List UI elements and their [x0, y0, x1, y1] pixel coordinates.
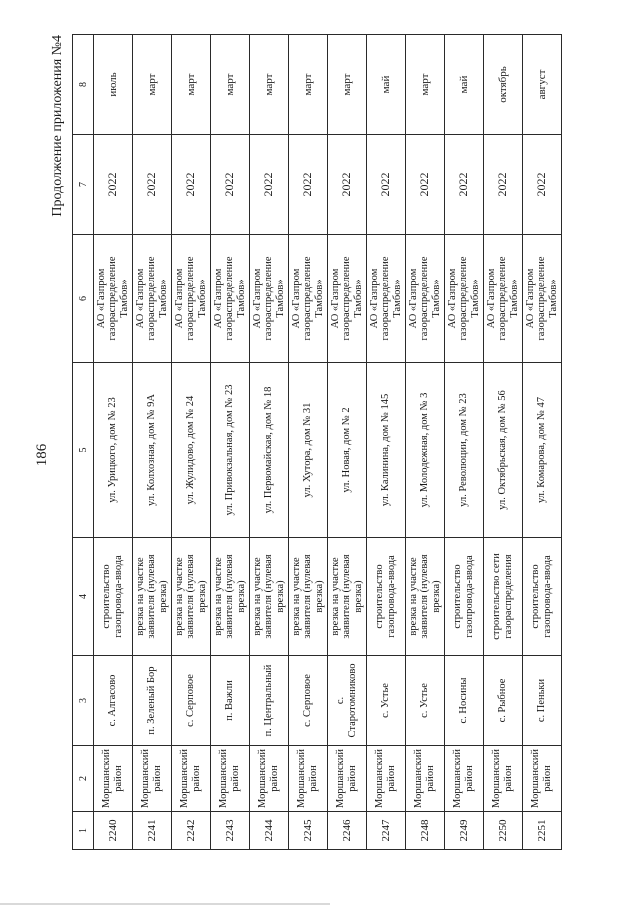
- district-name: Моршанский район: [328, 746, 367, 812]
- address: ул. Новая, дом № 2: [328, 363, 367, 538]
- address: ул. Привокзальная, дом № 23: [211, 363, 250, 538]
- work-type: врезка на участке заявителя (нулевая врезка): [172, 538, 211, 656]
- work-type: врезка на участке заявителя (нулевая врезка): [289, 538, 328, 656]
- month: октябрь: [484, 35, 523, 135]
- organization: АО «Газпром газораспределение Тамбов»: [211, 235, 250, 363]
- row-number: 2245: [289, 812, 328, 850]
- address: ул. Молодежная, дом № 3: [406, 363, 445, 538]
- table-row: [523, 35, 562, 850]
- year: 2022: [133, 135, 172, 235]
- address: ул. Калинина, дом № 145: [367, 363, 406, 538]
- table-row: [94, 35, 133, 850]
- settlement-name: с. Рыбное: [484, 656, 523, 746]
- row-number: 2248: [406, 812, 445, 850]
- work-type: врезка на участке заявителя (нулевая врезка): [133, 538, 172, 656]
- settlement-name: с. Устье: [406, 656, 445, 746]
- year: 2022: [367, 135, 406, 235]
- organization: АО «Газпром газораспределение Тамбов»: [289, 235, 328, 363]
- organization: АО «Газпром газораспределение Тамбов»: [484, 235, 523, 363]
- table-row: [484, 35, 523, 850]
- settlement-name: с. Серповое: [172, 656, 211, 746]
- settlement-name: с. Носины: [445, 656, 484, 746]
- month: март: [211, 35, 250, 135]
- district-name: Моршанский район: [289, 746, 328, 812]
- district-name: Моршанский район: [94, 746, 133, 812]
- month: июль: [94, 35, 133, 135]
- settlement-name: п. Центральный: [250, 656, 289, 746]
- month: март: [328, 35, 367, 135]
- address: ул. Хутора, дом № 31: [289, 363, 328, 538]
- address: ул. Октябрьская, дом № 56: [484, 363, 523, 538]
- year: 2022: [250, 135, 289, 235]
- month: март: [172, 35, 211, 135]
- table-row: [289, 35, 328, 850]
- month: август: [523, 35, 562, 135]
- year: 2022: [289, 135, 328, 235]
- column-number: 2: [73, 746, 94, 812]
- district-name: Моршанский район: [211, 746, 250, 812]
- row-number: 2249: [445, 812, 484, 850]
- organization: АО «Газпром газораспределение Тамбов»: [406, 235, 445, 363]
- address: ул. Жулидово, дом № 24: [172, 363, 211, 538]
- column-number: 1: [73, 812, 94, 850]
- table-body: [73, 35, 562, 850]
- organization: АО «Газпром газораспределение Тамбов»: [94, 235, 133, 363]
- table-row: [211, 35, 250, 850]
- year: 2022: [94, 135, 133, 235]
- work-type: строительство газопровода-ввода: [445, 538, 484, 656]
- month: май: [445, 35, 484, 135]
- settlement-name: п. Зеленый Бор: [133, 656, 172, 746]
- work-type: строительство газопровода-ввода: [94, 538, 133, 656]
- column-number: 5: [73, 363, 94, 538]
- work-type: врезка на участке заявителя (нулевая врезка): [328, 538, 367, 656]
- row-number: 2246: [328, 812, 367, 850]
- address: ул. Революции, дом № 23: [445, 363, 484, 538]
- organization: АО «Газпром газораспределение Тамбов»: [445, 235, 484, 363]
- row-number: 2247: [367, 812, 406, 850]
- month: март: [289, 35, 328, 135]
- year: 2022: [445, 135, 484, 235]
- table-row: [133, 35, 172, 850]
- address: ул. Урицкого, дом № 23: [94, 363, 133, 538]
- organization: АО «Газпром газораспределение Тамбов»: [133, 235, 172, 363]
- settlement-name: с. Алгасово: [94, 656, 133, 746]
- organization: АО «Газпром газораспределение Тамбов»: [328, 235, 367, 363]
- column-number: 6: [73, 235, 94, 363]
- column-number-row: [73, 35, 94, 850]
- district-name: Моршанский район: [172, 746, 211, 812]
- year: 2022: [211, 135, 250, 235]
- organization: АО «Газпром газораспределение Тамбов»: [172, 235, 211, 363]
- district-name: Моршанский район: [406, 746, 445, 812]
- row-number: 2250: [484, 812, 523, 850]
- work-type: строительство газопровода-ввода: [523, 538, 562, 656]
- row-number: 2240: [94, 812, 133, 850]
- page-number: 186: [34, 443, 50, 467]
- column-number: 3: [73, 656, 94, 746]
- district-name: Моршанский район: [250, 746, 289, 812]
- table-row: [328, 35, 367, 850]
- month: март: [250, 35, 289, 135]
- year: 2022: [484, 135, 523, 235]
- year: 2022: [523, 135, 562, 235]
- gas-connection-table: [72, 34, 562, 850]
- district-name: Моршанский район: [523, 746, 562, 812]
- district-name: Моршанский район: [484, 746, 523, 812]
- table-row: [250, 35, 289, 850]
- column-number: 7: [73, 135, 94, 235]
- table-row: [172, 35, 211, 850]
- row-number: 2244: [250, 812, 289, 850]
- year: 2022: [172, 135, 211, 235]
- work-type: врезка на участке заявителя (нулевая врезка): [250, 538, 289, 656]
- work-type: строительство сети газораспределения: [484, 538, 523, 656]
- row-number: 2251: [523, 812, 562, 850]
- row-number: 2242: [172, 812, 211, 850]
- table-row: [406, 35, 445, 850]
- settlement-name: с. Серповое: [289, 656, 328, 746]
- month: март: [133, 35, 172, 135]
- address: ул. Комарова, дом № 47: [523, 363, 562, 538]
- organization: АО «Газпром газораспределение Тамбов»: [367, 235, 406, 363]
- organization: АО «Газпром газораспределение Тамбов»: [250, 235, 289, 363]
- month: март: [406, 35, 445, 135]
- year: 2022: [406, 135, 445, 235]
- settlement-name: п. Важли: [211, 656, 250, 746]
- column-number: 8: [73, 35, 94, 135]
- district-name: Моршанский район: [367, 746, 406, 812]
- column-number: 4: [73, 538, 94, 656]
- settlement-name: с. Пеньки: [523, 656, 562, 746]
- district-name: Моршанский район: [133, 746, 172, 812]
- work-type: врезка на участке заявителя (нулевая врезка): [406, 538, 445, 656]
- row-number: 2241: [133, 812, 172, 850]
- continuation-heading: Продолжение приложения №4: [50, 35, 65, 217]
- address: ул. Первомайская, дом № 18: [250, 363, 289, 538]
- work-type: врезка на участке заявителя (нулевая врезка): [211, 538, 250, 656]
- month: май: [367, 35, 406, 135]
- table-row: [367, 35, 406, 850]
- table-row: [445, 35, 484, 850]
- row-number: 2243: [211, 812, 250, 850]
- organization: АО «Газпром газораспределение Тамбов»: [523, 235, 562, 363]
- address: ул. Колхозная, дом № 9А: [133, 363, 172, 538]
- settlement-name: с. Старотомниково: [328, 656, 367, 746]
- year: 2022: [328, 135, 367, 235]
- settlement-name: с. Устье: [367, 656, 406, 746]
- work-type: строительство газопровода-ввода: [367, 538, 406, 656]
- district-name: Моршанский район: [445, 746, 484, 812]
